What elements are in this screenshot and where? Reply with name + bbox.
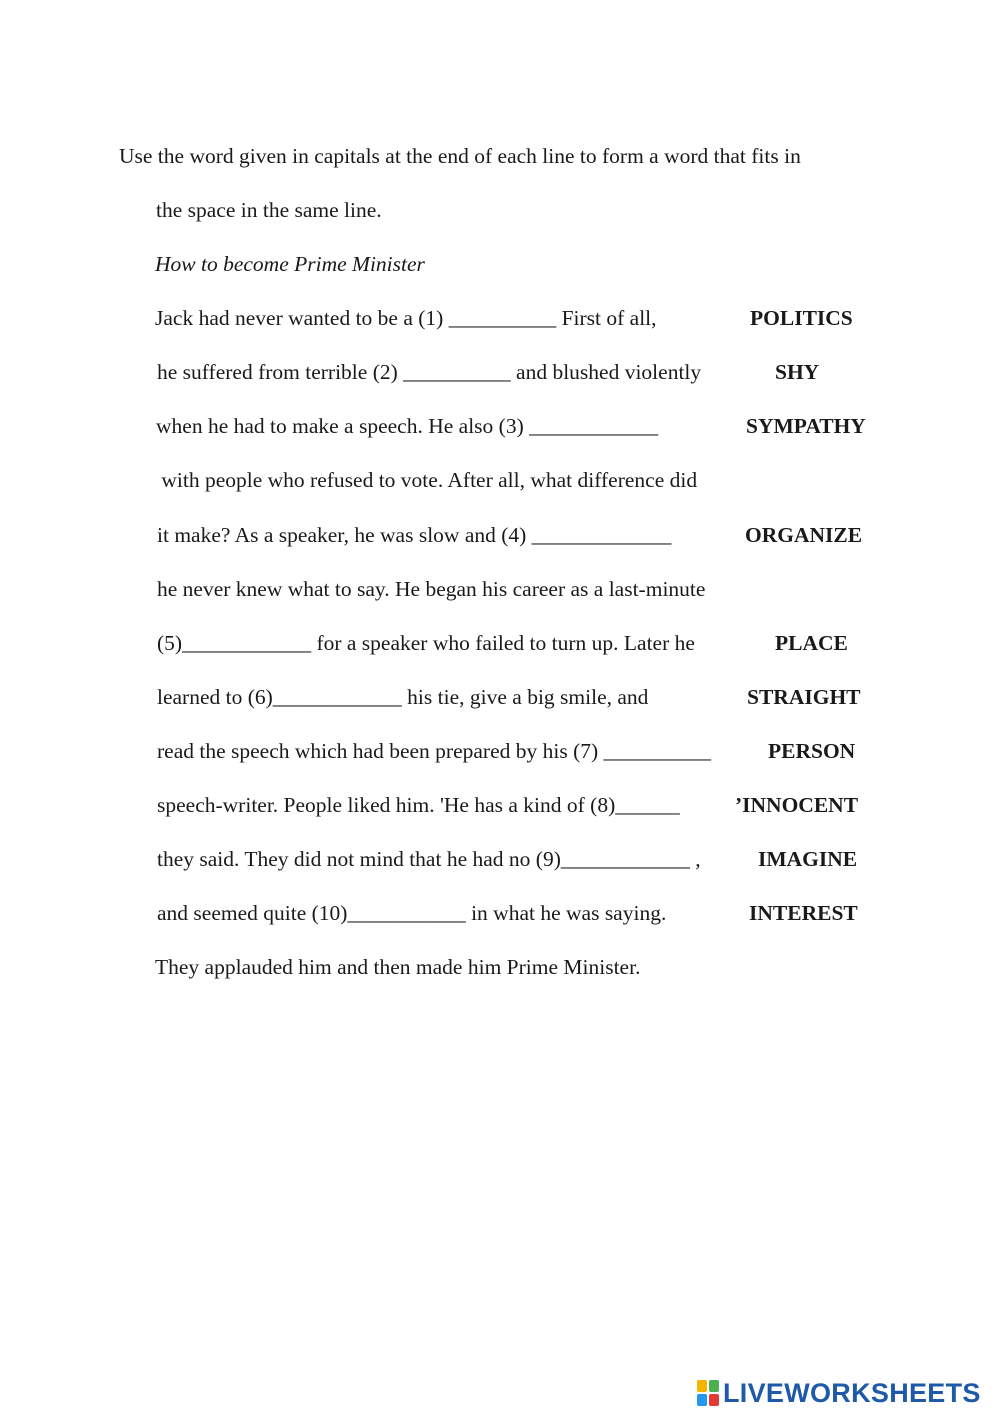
keyword-7: PERSON <box>768 739 856 763</box>
logo-square-4 <box>709 1394 719 1406</box>
logo-square-2 <box>709 1380 719 1392</box>
keyword-10: INTEREST <box>749 901 858 925</box>
passage-line-12: and seemed quite (10)___________ in what he was saying. <box>157 901 667 925</box>
passage-line-13: They applauded him and then made him Prime Minister. <box>155 955 641 979</box>
passage-line-7: (5)____________ for a speaker who failed to turn up. Later he <box>157 631 695 655</box>
passage-line-5: it make? As a speaker, he was slow and (4) _____________ <box>157 523 672 547</box>
logo-text: LIVEWORKSHEETS <box>723 1377 981 1408</box>
passage-line-2: he suffered from terrible (2) __________ and blushed violently <box>157 360 702 384</box>
keyword-1: POLITICS <box>750 306 853 330</box>
keyword-9: IMAGINE <box>758 847 858 871</box>
logo-square-1 <box>697 1380 707 1392</box>
passage-line-6: he never knew what to say. He began his career as a last-minute <box>157 577 706 601</box>
instructions-line-2: the space in the same line. <box>156 198 382 222</box>
passage-line-4: with people who refused to vote. After all, what difference did <box>156 468 698 492</box>
keyword-2: SHY <box>775 360 820 384</box>
passage-title: How to become Prime Minister <box>155 252 425 276</box>
logo-square-3 <box>697 1394 707 1406</box>
passage-line-3: when he had to make a speech. He also (3) ____________ <box>156 414 659 438</box>
passage-line-8: learned to (6)____________ his tie, give a big smile, and <box>157 685 649 709</box>
keyword-8: ’INNOCENT <box>735 793 859 817</box>
keyword-5: PLACE <box>775 631 848 655</box>
keyword-6: STRAIGHT <box>747 685 861 709</box>
passage-line-10: speech-writer. People liked him. 'He has a kind of (8)______ <box>157 793 680 817</box>
liveworksheets-logo-icon <box>697 1380 719 1406</box>
keyword-3: SYMPATHY <box>746 414 866 438</box>
passage-line-11: they said. They did not mind that he had no (9)____________ , <box>157 847 701 871</box>
instructions-line-1: Use the word given in capitals at the end of each line to form a word that fits in <box>119 144 801 168</box>
passage-line-9: read the speech which had been prepared by his (7) __________ <box>157 739 712 763</box>
liveworksheets-logo <box>697 1377 981 1409</box>
keyword-4: ORGANIZE <box>745 523 863 547</box>
passage-line-1: Jack had never wanted to be a (1) __________ First of all, <box>155 306 657 330</box>
